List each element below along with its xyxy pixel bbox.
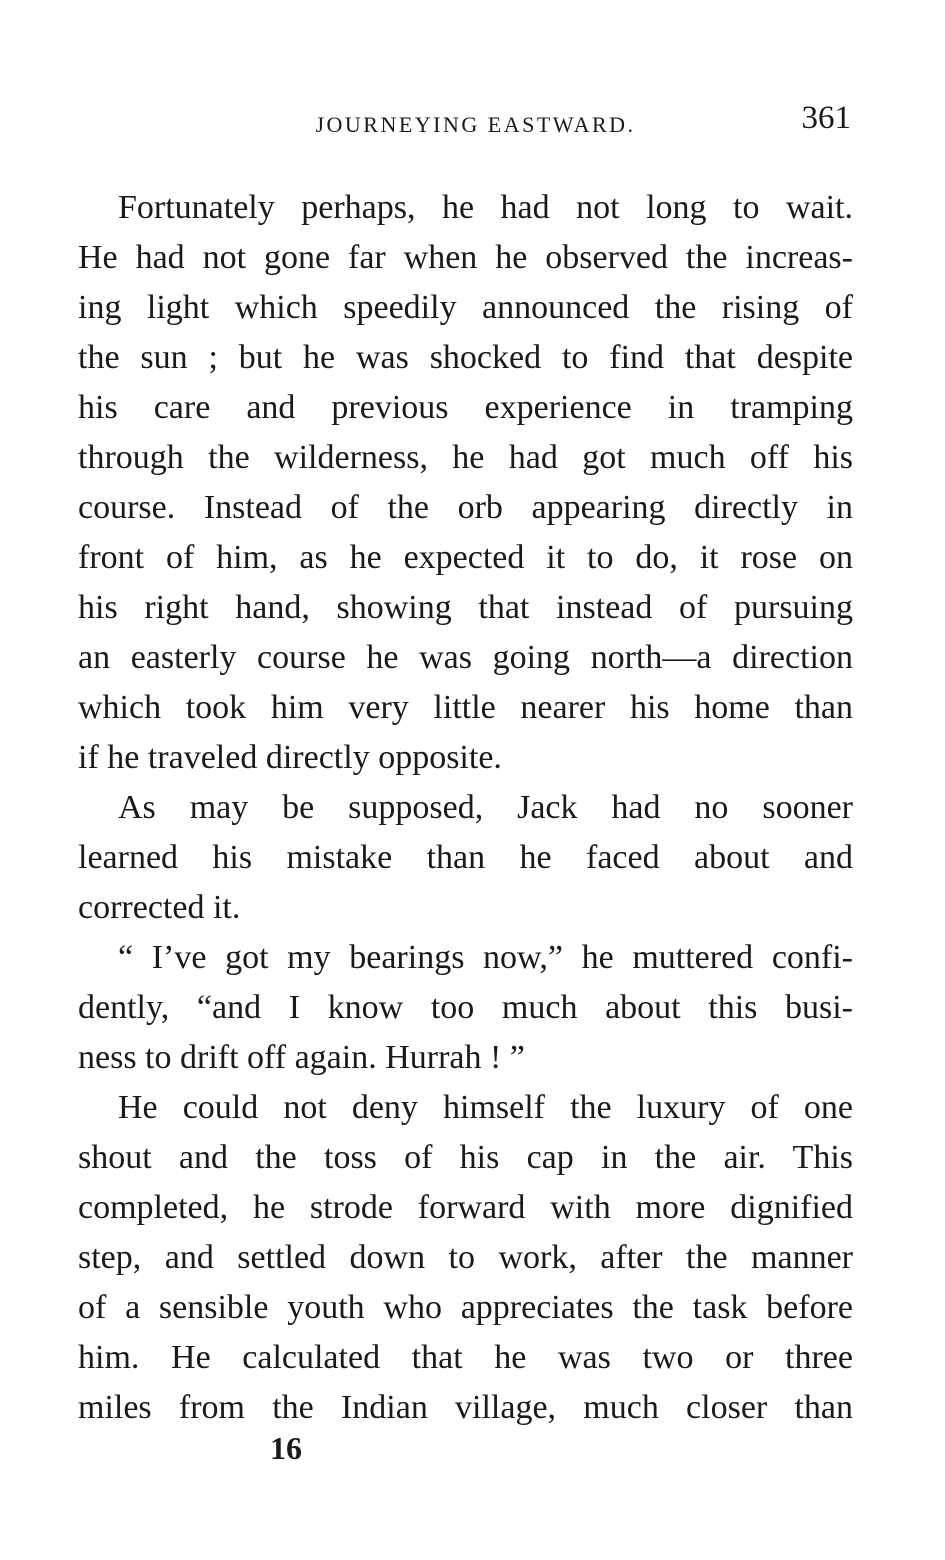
text-line: course. Instead of the orb appearing directly in <box>78 489 853 526</box>
text-line: He had not gone far when he observed the increas- <box>78 239 853 276</box>
text-line: of a sensible youth who appreciates the task before <box>78 1289 853 1326</box>
text-line: which took him very little nearer his home than <box>78 689 853 726</box>
text-line: through the wilderness, he had got much off his <box>78 439 853 476</box>
body-text <box>78 183 853 1433</box>
text-line: ness to drift off again. Hurrah ! ” <box>78 1039 525 1076</box>
text-line: learned his mistake than he faced about and <box>78 839 853 876</box>
text-line: miles from the Indian village, much closer than <box>78 1389 853 1426</box>
text-line: dently, “and I know too much about this busi- <box>78 989 853 1026</box>
text-line: him. He calculated that he was two or three <box>78 1339 853 1376</box>
text-line: an easterly course he was going north—a direction <box>78 639 853 676</box>
text-line: his right hand, showing that instead of pursuing <box>78 589 853 626</box>
text-line: ing light which speedily announced the rising of <box>78 289 853 326</box>
text-line: shout and the toss of his cap in the air. This <box>78 1139 853 1176</box>
text-line: front of him, as he expected it to do, it rose on <box>78 539 853 576</box>
text-line: step, and settled down to work, after the manner <box>78 1239 853 1276</box>
running-head: JOURNEYING EASTWARD. <box>315 112 636 137</box>
text-line: his care and previous experience in tramping <box>78 389 853 426</box>
text-line: He could not deny himself the luxury of one <box>118 1089 853 1126</box>
text-line: As may be supposed, Jack had no sooner <box>118 789 853 826</box>
text-line: completed, he strode forward with more dignified <box>78 1189 853 1226</box>
text-line: if he traveled directly opposite. <box>78 739 502 776</box>
page-number: 361 <box>801 100 851 136</box>
signature-mark: 16 <box>270 1430 302 1466</box>
page-header <box>78 100 853 140</box>
text-line: corrected it. <box>78 889 241 926</box>
text-line: the sun ; but he was shocked to find that despite <box>78 339 853 376</box>
text-line: “ I’ve got my bearings now,” he muttered confi- <box>118 939 853 976</box>
text-line: Fortunately perhaps, he had not long to wait. <box>118 189 853 226</box>
